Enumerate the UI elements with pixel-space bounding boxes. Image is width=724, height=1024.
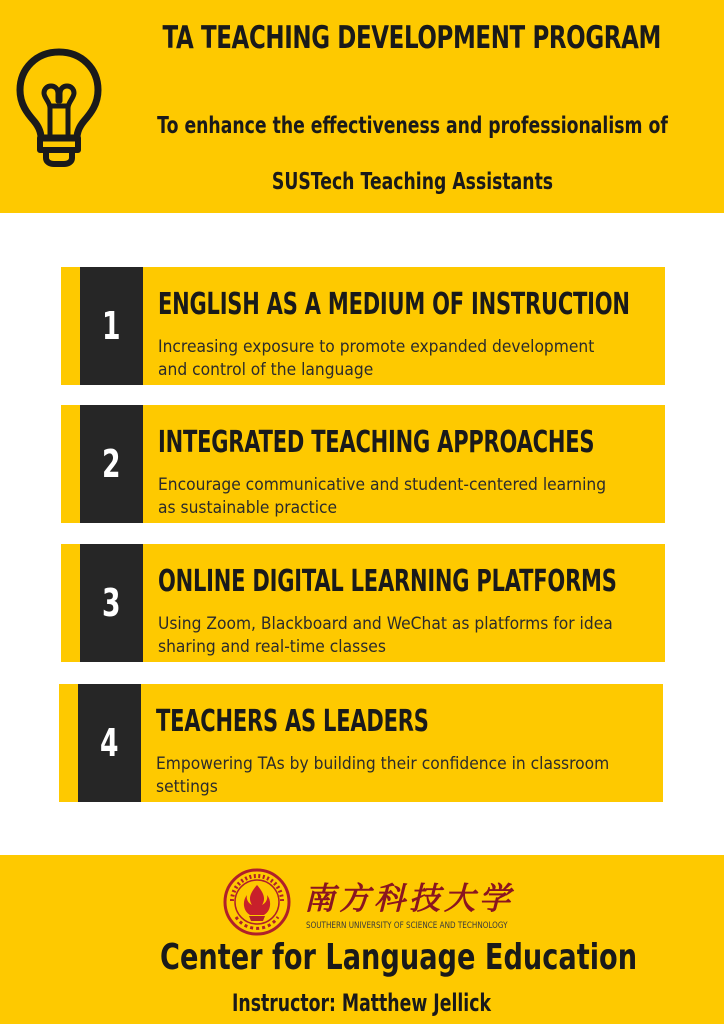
item-description: Increasing exposure to promote expanded development and control of the language	[158, 337, 595, 379]
item-number: 2	[102, 442, 121, 486]
item-title: ENGLISH AS A MEDIUM OF INSTRUCTION	[158, 287, 630, 322]
center-name: Center for Language Education	[160, 937, 638, 978]
lightbulb-icon	[14, 46, 104, 168]
item-number: 3	[102, 581, 121, 625]
university-name-english: SOUTHERN UNIVERSITY OF SCIENCE AND TECHNOLOGY	[306, 921, 508, 931]
header-banner	[0, 0, 724, 213]
item-number-badge	[80, 267, 143, 385]
item-number: 1	[102, 304, 121, 348]
item-title: ONLINE DIGITAL LEARNING PLATFORMS	[158, 564, 617, 599]
item-number-badge	[78, 684, 141, 802]
program-item-2	[61, 405, 665, 523]
university-seal-icon	[222, 867, 292, 937]
program-item-1	[61, 267, 665, 385]
university-name-chinese: 南方科技大学	[304, 881, 514, 917]
item-description: Encourage communicative and student-centered learning as sustainable practice	[158, 475, 607, 517]
subtitle-line-2: SUSTech Teaching Assistants	[271, 169, 554, 195]
item-number: 4	[100, 721, 119, 765]
university-logo	[222, 867, 512, 937]
item-title: TEACHERS AS LEADERS	[156, 704, 429, 739]
item-number-badge	[80, 405, 143, 523]
page-subtitle	[120, 98, 705, 210]
page-title: TA TEACHING DEVELOPMENT PROGRAM	[162, 20, 661, 56]
item-description: Empowering TAs by building their confidence in classroom settings	[156, 754, 610, 796]
item-description: Using Zoom, Blackboard and WeChat as platforms for idea sharing and real-time classes	[158, 614, 613, 656]
item-title: INTEGRATED TEACHING APPROACHES	[158, 425, 595, 460]
footer-banner	[0, 855, 724, 1024]
program-item-3	[61, 544, 665, 662]
item-number-badge	[80, 544, 143, 662]
instructor-name: Instructor: Matthew Jellick	[232, 989, 491, 1017]
program-item-4	[59, 684, 663, 802]
subtitle-line-1: To enhance the effectiveness and professionalism of	[157, 113, 668, 139]
